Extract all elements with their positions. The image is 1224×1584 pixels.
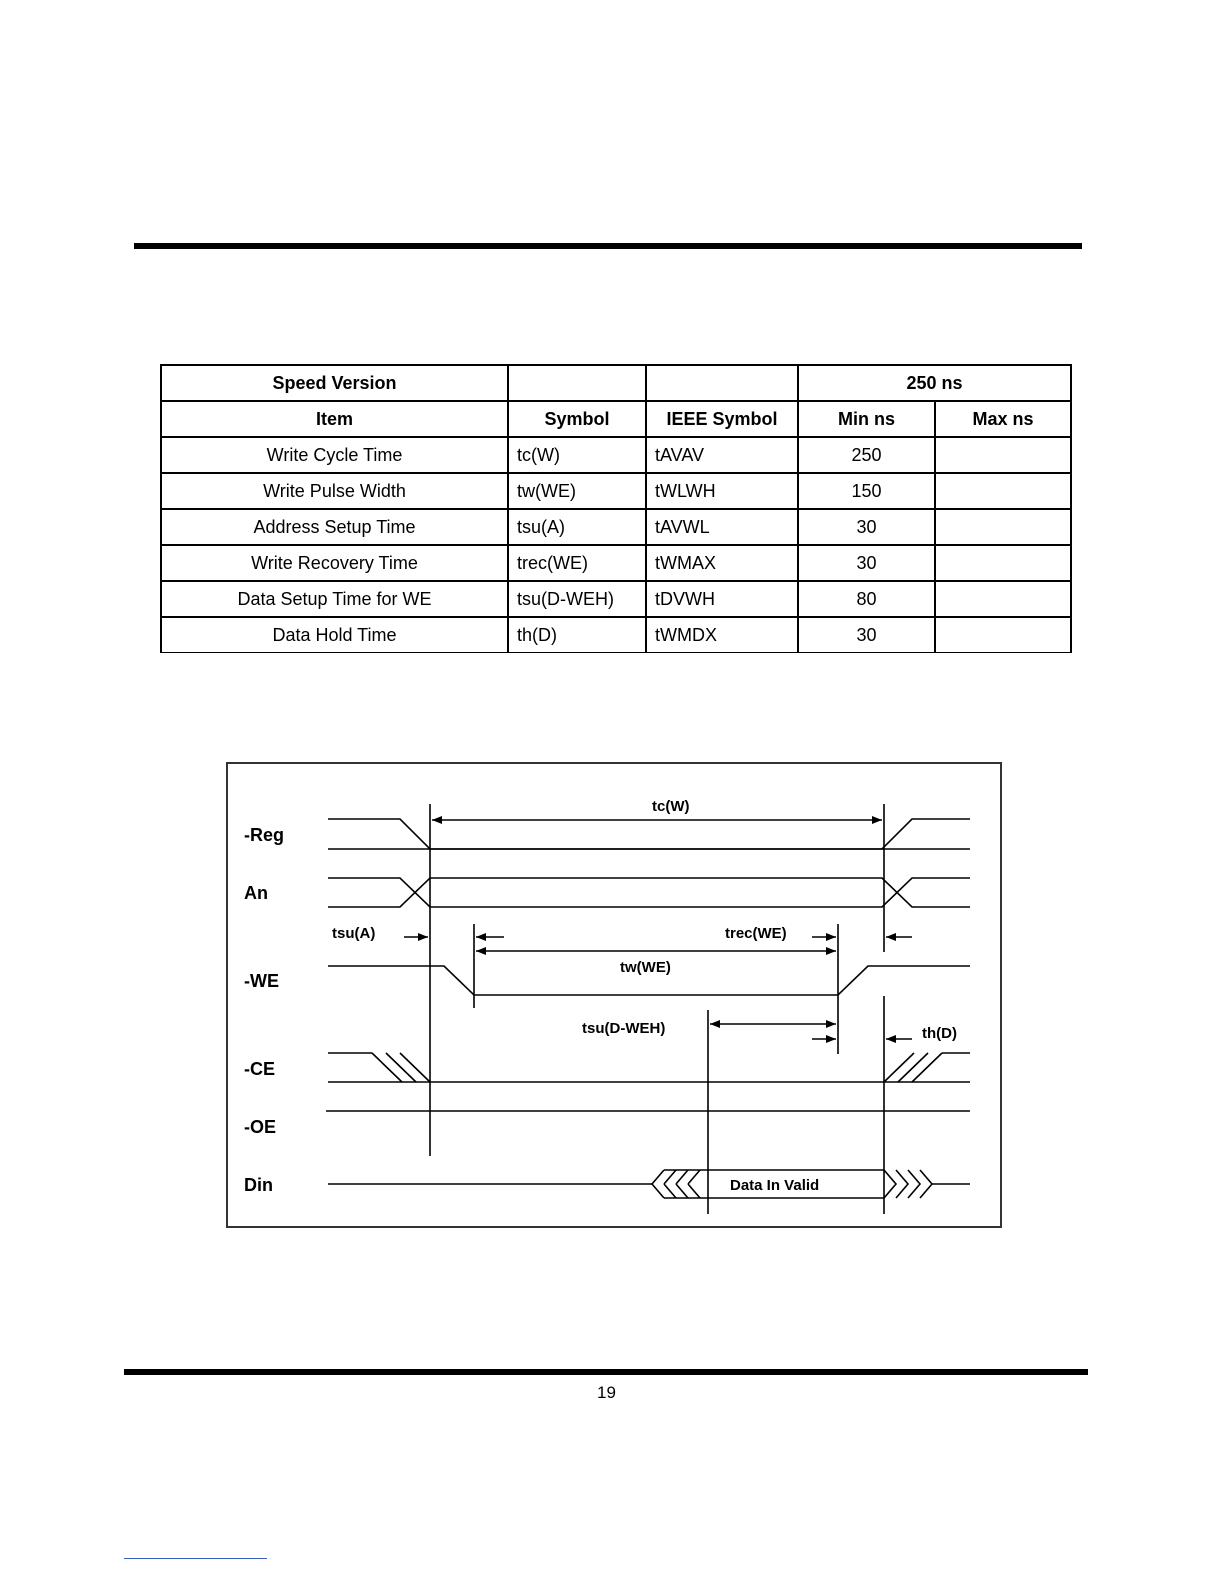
- an-waveform-top: [328, 878, 970, 907]
- col-header-min: Min ns: [798, 401, 935, 437]
- cell-ieee: tWLWH: [646, 473, 798, 509]
- page-number: 19: [597, 1383, 616, 1402]
- cell-item: Write Cycle Time: [161, 437, 508, 473]
- signal-label-we: -WE: [244, 971, 279, 991]
- cell-item: Data Hold Time: [161, 617, 508, 653]
- table-speed-row: [161, 365, 1071, 401]
- empty-cell: [646, 365, 798, 401]
- speed-version-label: Speed Version: [161, 365, 508, 401]
- ce-hatch-rise: [884, 1053, 970, 1082]
- cell-max: [935, 437, 1071, 473]
- cell-min: 80: [798, 581, 935, 617]
- label-tsu-d-weh: tsu(D-WEH): [582, 1020, 666, 1037]
- label-data-in-valid: Data In Valid: [730, 1177, 820, 1194]
- cell-ieee: tAVAV: [646, 437, 798, 473]
- ce-hatch-fall: [372, 1053, 430, 1082]
- table-row: [161, 509, 1071, 545]
- cell-max: [935, 509, 1071, 545]
- label-tw-we: tw(WE): [620, 959, 671, 976]
- signal-label-reg: -Reg: [244, 825, 284, 845]
- col-header-item: Item: [161, 401, 508, 437]
- signal-label-din: Din: [244, 1175, 273, 1195]
- label-trec-we: trec(WE): [725, 925, 787, 942]
- cell-min: 30: [798, 545, 935, 581]
- cell-item: Address Setup Time: [161, 509, 508, 545]
- cell-ieee: tDVWH: [646, 581, 798, 617]
- cell-symbol: trec(WE): [508, 545, 646, 581]
- label-th-d: th(D): [922, 1025, 957, 1042]
- table-header-row: [161, 401, 1071, 437]
- cell-symbol: th(D): [508, 617, 646, 653]
- cell-min: 250: [798, 437, 935, 473]
- speed-value: 250 ns: [798, 365, 1071, 401]
- footnote-rule: [124, 1558, 267, 1559]
- table-row: [161, 473, 1071, 509]
- cell-ieee: tWMDX: [646, 617, 798, 653]
- cell-symbol: tc(W): [508, 437, 646, 473]
- signal-label-oe: -OE: [244, 1117, 277, 1137]
- cell-max: [935, 545, 1071, 581]
- signal-label-an: An: [244, 883, 268, 903]
- cell-ieee: tAVWL: [646, 509, 798, 545]
- col-header-max: Max ns: [935, 401, 1071, 437]
- label-tsu-a: tsu(A): [332, 925, 376, 942]
- table-row: [161, 437, 1071, 473]
- timing-spec-table: [160, 364, 1072, 653]
- cell-item: Data Setup Time for WE: [161, 581, 508, 617]
- cell-item: Write Pulse Width: [161, 473, 508, 509]
- write-timing-diagram: [226, 762, 1002, 1228]
- an-waveform-bottom: [328, 878, 970, 907]
- col-header-symbol: Symbol: [508, 401, 646, 437]
- cell-max: [935, 617, 1071, 653]
- table-row: [161, 545, 1071, 581]
- label-tc-w: tc(W): [652, 798, 690, 815]
- cell-symbol: tsu(D-WEH): [508, 581, 646, 617]
- cell-min: 30: [798, 617, 935, 653]
- cell-item: Write Recovery Time: [161, 545, 508, 581]
- signal-label-ce: -CE: [244, 1059, 275, 1079]
- cell-ieee: tWMAX: [646, 545, 798, 581]
- cell-min: 150: [798, 473, 935, 509]
- col-header-ieee-symbol: IEEE Symbol: [646, 401, 798, 437]
- cell-symbol: tsu(A): [508, 509, 646, 545]
- din-hatch-right: [884, 1170, 970, 1198]
- cell-max: [935, 473, 1071, 509]
- empty-cell: [508, 365, 646, 401]
- timing-diagram-canvas: [228, 764, 1000, 1226]
- cell-symbol: tw(WE): [508, 473, 646, 509]
- cell-max: [935, 581, 1071, 617]
- table-row: [161, 581, 1071, 617]
- cell-min: 30: [798, 509, 935, 545]
- din-hatch-left: [652, 1170, 700, 1198]
- top-rule: [134, 243, 1082, 249]
- table-row: [161, 617, 1071, 653]
- reg-waveform: [328, 819, 970, 849]
- bottom-rule: [124, 1369, 1088, 1375]
